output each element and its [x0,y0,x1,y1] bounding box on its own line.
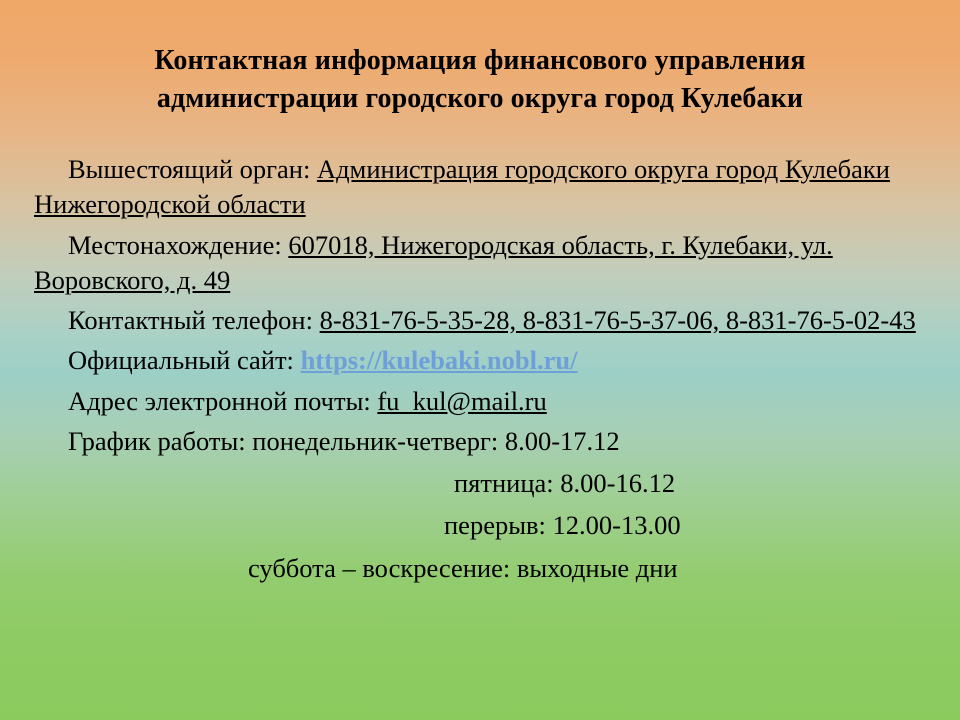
page-title [0,0,960,118]
field-parent-organization-label: Вышестоящий орган: [68,154,317,185]
work-schedule [34,424,932,586]
contact-info-body [0,152,960,586]
schedule-row-weekdays [34,424,932,459]
field-website-label: Официальный сайт: [68,345,301,376]
field-parent-organization-value: Администрация городского округа город Кулебаки Нижегородской области [34,154,890,220]
field-email-value: fu_kul@mail.ru [377,385,547,416]
field-email [34,384,932,419]
schedule-value-weekdays: понедельник-четверг: 8.00-17.12 [252,425,620,456]
field-website [34,343,932,378]
field-location [34,228,932,298]
field-phone [34,303,932,338]
website-link[interactable]: https://kulebaki.nobl.ru/ [300,345,578,376]
page-title-line-1: Контактная информация финансового управления [154,45,806,76]
field-email-label: Адрес электронной почты: [68,385,378,416]
schedule-row-friday: пятница: 8.00-16.12 [454,468,676,499]
field-phone-value: 8-831-76-5-35-28, 8-831-76-5-37-06, 8-831-76-5-02-43 [319,305,916,336]
field-location-label: Местонахождение: [68,229,289,260]
page-title-line-2: администрации городского округа город Кулебаки [156,83,804,115]
field-parent-organization [34,152,932,222]
schedule-row-weekend: суббота – воскресение: выходные дни [248,552,678,583]
schedule-row-break: перерыв: 12.00-13.00 [444,510,681,541]
schedule-label: График работы: [68,425,253,456]
field-location-value: 607018, Нижегородская область, г. Кулебаки, ул. Воровского, д. 49 [34,229,833,295]
field-phone-label: Контактный телефон: [68,305,320,336]
